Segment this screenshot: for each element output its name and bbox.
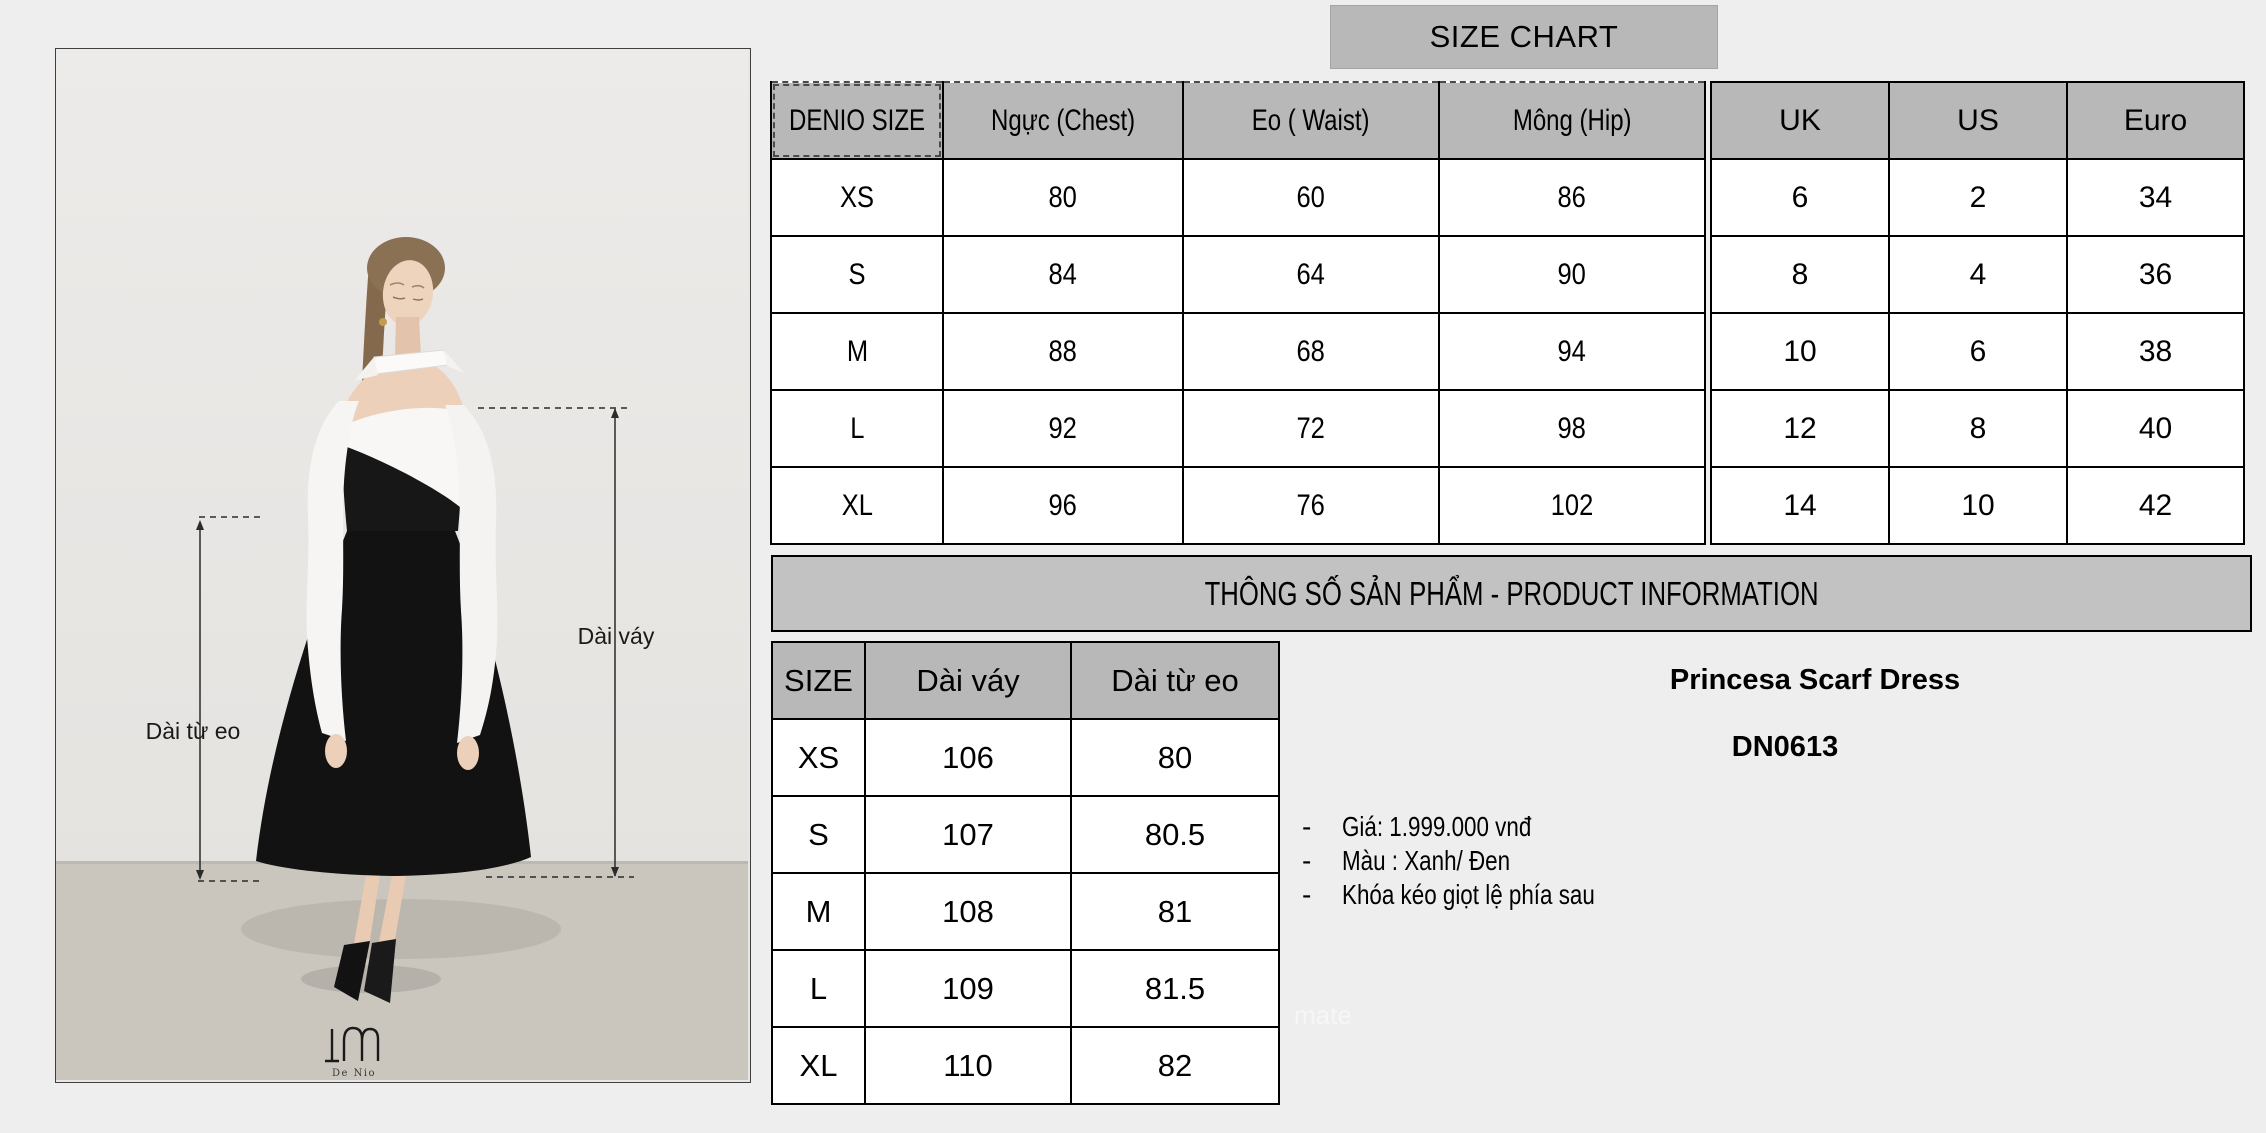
size-row-m bbox=[771, 313, 1705, 390]
measure-row-xs bbox=[772, 719, 1279, 796]
size-chart-title: SIZE CHART bbox=[1330, 5, 1718, 69]
size-cell: S bbox=[772, 796, 865, 873]
dress-length-label: Dài váy bbox=[577, 623, 655, 649]
size-row-s bbox=[771, 236, 1705, 313]
color-text: Màu : Xanh/ Đen bbox=[1342, 845, 1511, 876]
dress-length-cell: 107 bbox=[865, 796, 1071, 873]
euro-cell: 40 bbox=[2067, 390, 2244, 467]
waist-cell: 72 bbox=[1183, 390, 1439, 467]
size-cell: M bbox=[772, 873, 865, 950]
size-cell: XS bbox=[772, 719, 865, 796]
chest-cell: 80 bbox=[943, 159, 1183, 236]
col-header-euro: Euro bbox=[2067, 82, 2244, 159]
size-cell: M bbox=[771, 313, 943, 390]
size-row-l bbox=[1711, 390, 2244, 467]
col-header-uk: UK bbox=[1711, 82, 1889, 159]
price-text: Giá: 1.999.000 vnđ bbox=[1342, 811, 1532, 842]
size-chart-table bbox=[770, 81, 1706, 545]
size-cell: XL bbox=[771, 467, 943, 544]
col-header-chest: Ngực (Chest) bbox=[943, 82, 1183, 159]
product-code: DN0613 bbox=[1731, 731, 1839, 763]
list-item bbox=[1302, 844, 1658, 878]
us-cell: 8 bbox=[1889, 390, 2067, 467]
chest-cell: 84 bbox=[943, 236, 1183, 313]
col-header-waist: Eo ( Waist) bbox=[1183, 82, 1439, 159]
zipper-text: Khóa kéo giọt lệ phía sau bbox=[1342, 879, 1595, 910]
bullet-dash: - bbox=[1302, 845, 1312, 876]
us-cell: 10 bbox=[1889, 467, 2067, 544]
uk-cell: 6 bbox=[1711, 159, 1889, 236]
dress-length-cell: 110 bbox=[865, 1027, 1071, 1104]
hip-cell: 90 bbox=[1439, 236, 1705, 313]
chest-cell: 92 bbox=[943, 390, 1183, 467]
header-row bbox=[1711, 82, 2244, 159]
bullet-dash: - bbox=[1302, 879, 1312, 910]
earring bbox=[379, 318, 387, 326]
size-row-xl bbox=[1711, 467, 2244, 544]
dress-length-cell: 106 bbox=[865, 719, 1071, 796]
from-waist-cell: 82 bbox=[1071, 1027, 1279, 1104]
bullet-dash: - bbox=[1302, 811, 1312, 842]
size-cell: XL bbox=[772, 1027, 865, 1104]
hand bbox=[325, 734, 347, 768]
list-item bbox=[1302, 878, 1658, 912]
size-cell: L bbox=[771, 390, 943, 467]
hip-cell: 98 bbox=[1439, 390, 1705, 467]
brand-name: De Nio bbox=[331, 1068, 377, 1079]
measure-row-m bbox=[772, 873, 1279, 950]
euro-cell: 36 bbox=[2067, 236, 2244, 313]
uk-cell: 8 bbox=[1711, 236, 1889, 313]
chest-cell: 88 bbox=[943, 313, 1183, 390]
dress-length-cell: 108 bbox=[865, 873, 1071, 950]
us-cell: 4 bbox=[1889, 236, 2067, 313]
col-header-denio-size: DENIO SIZE bbox=[771, 82, 943, 159]
col-header-us: US bbox=[1889, 82, 2067, 159]
waist-cell: 76 bbox=[1183, 467, 1439, 544]
size-cell: L bbox=[772, 950, 865, 1027]
neck bbox=[395, 317, 421, 356]
chest-cell: 96 bbox=[943, 467, 1183, 544]
waist-length-label: Dài từ eo bbox=[145, 718, 241, 744]
size-cell: S bbox=[771, 236, 943, 313]
model-photo bbox=[55, 48, 751, 1083]
floor-shadow bbox=[241, 899, 561, 959]
dress-length-cell: 109 bbox=[865, 950, 1071, 1027]
header-row bbox=[771, 82, 1705, 159]
uk-cell: 14 bbox=[1711, 467, 1889, 544]
header-row bbox=[772, 642, 1279, 719]
col-header-dress-length: Dài váy bbox=[865, 642, 1071, 719]
product-details-list bbox=[1302, 810, 1658, 912]
size-row-m bbox=[1711, 313, 2244, 390]
product-information-banner: THÔNG SỐ SẢN PHẨM - PRODUCT INFORMATION bbox=[771, 555, 2252, 632]
watermark-text: mate bbox=[1294, 1000, 1352, 1030]
size-row-xl bbox=[771, 467, 1705, 544]
from-waist-cell: 80.5 bbox=[1071, 796, 1279, 873]
size-row-xs bbox=[1711, 159, 2244, 236]
us-cell: 2 bbox=[1889, 159, 2067, 236]
col-header-from-waist: Dài từ eo bbox=[1071, 642, 1279, 719]
euro-cell: 34 bbox=[2067, 159, 2244, 236]
size-row-l bbox=[771, 390, 1705, 467]
from-waist-cell: 80 bbox=[1071, 719, 1279, 796]
international-size-table bbox=[1710, 81, 2245, 545]
hip-cell: 102 bbox=[1439, 467, 1705, 544]
measure-row-s bbox=[772, 796, 1279, 873]
euro-cell: 42 bbox=[2067, 467, 2244, 544]
size-row-xs bbox=[771, 159, 1705, 236]
from-waist-cell: 81 bbox=[1071, 873, 1279, 950]
hip-cell: 94 bbox=[1439, 313, 1705, 390]
hand bbox=[457, 736, 479, 770]
garment-measure-table bbox=[771, 641, 1280, 1105]
uk-cell: 12 bbox=[1711, 390, 1889, 467]
product-name: Princesa Scarf Dress bbox=[1669, 664, 1961, 696]
list-item bbox=[1302, 810, 1658, 844]
model-illustration bbox=[56, 49, 748, 1080]
us-cell: 6 bbox=[1889, 313, 2067, 390]
waist-cell: 60 bbox=[1183, 159, 1439, 236]
euro-cell: 38 bbox=[2067, 313, 2244, 390]
waist-cell: 68 bbox=[1183, 313, 1439, 390]
size-row-s bbox=[1711, 236, 2244, 313]
measure-row-l bbox=[772, 950, 1279, 1027]
from-waist-cell: 81.5 bbox=[1071, 950, 1279, 1027]
size-cell: XS bbox=[771, 159, 943, 236]
col-header-hip: Mông (Hip) bbox=[1439, 82, 1705, 159]
hip-cell: 86 bbox=[1439, 159, 1705, 236]
uk-cell: 10 bbox=[1711, 313, 1889, 390]
waist-cell: 64 bbox=[1183, 236, 1439, 313]
col-header-size: SIZE bbox=[772, 642, 865, 719]
measure-row-xl bbox=[772, 1027, 1279, 1104]
